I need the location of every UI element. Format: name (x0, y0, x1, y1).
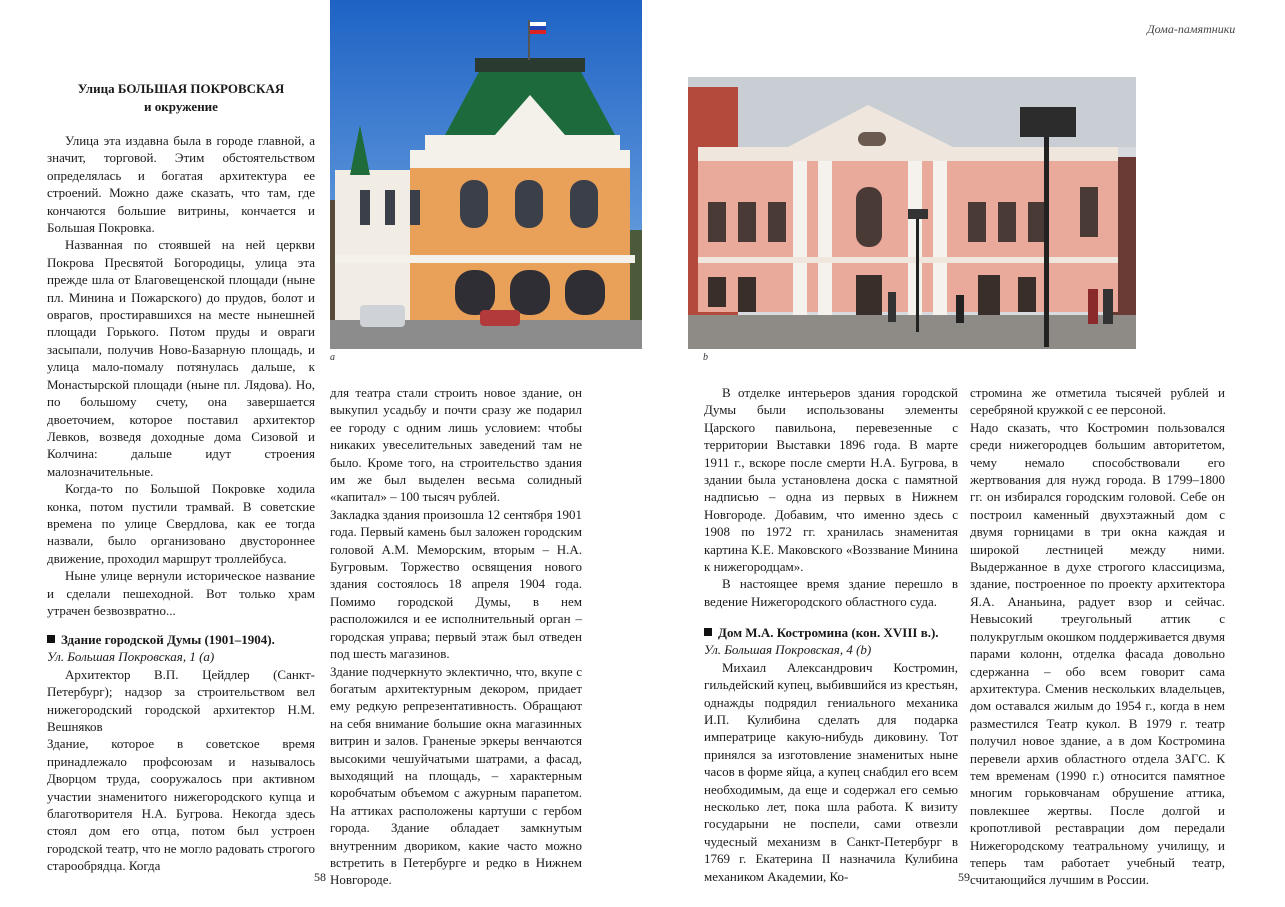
street-title (47, 80, 315, 116)
section-address: Ул. Большая Покровская, 1 (a) (47, 649, 215, 665)
column-4 (970, 384, 1225, 889)
street-title-line-1: Улица БОЛЬШАЯ ПОКРОВСКАЯ (77, 81, 285, 96)
column-1 (47, 80, 315, 875)
page-number-right: 59 (958, 870, 970, 884)
paragraph: для театра стали строить новое здание, он выкупил усадьбу и почти сразу же подарил ее городу с одним лишь условием: чтобы никаких увеселительных заведений там не было. Кроме того, на строительство здания им же был выделен весьма солидный «капитал» – 100 тысяч рублей. (330, 385, 582, 505)
paragraph: стромина же отметила тысячей рублей и серебряной кружкой с ее персоной. (970, 385, 1225, 418)
paragraph: Названная по стоявшей на ней церкви Покрова Пресвятой Богородицы, улица эта прежде шла от Благовещенской площади (ныне пл. Минина и Пожарского) до прудов, болот и оврагов, простиравшихся на месте нынешней площади Горького. Потом пруды и овраги засыпали, получив Ново-Базарную площадь, и улица мало-помалу потянулась дальше, к Монастырской площади (ныне пл. Лядова). Но, по большому счету, она завершается двоеточием, которое поставил архитектор Левков, возведя доходные дома Сизовой и Колчина: дальше идут строения малозначительные. (47, 237, 315, 479)
caption-a: a (330, 352, 335, 363)
photo-city-duma (330, 0, 642, 349)
paragraph: Здание подчеркнуто эклектично, что, вкупе с богатым архитектурным декором, придает ему редкую репрезентативность. Обращают на себя внимание большие окна магазинных витрин и залов. Граненые эркеры венчаются высокими чешуйчатыми шатрами, а фасад, выходящий на площадь, – характерным коробчатым объемом с ажурным парапетом. На аттиках расположены картуши с гербом города. Здание обладает замкнутым внутренним двориком, какие часто можно встретить в Петербурге и редко в Нижнем Новгороде. (330, 663, 582, 888)
paragraph: Закладка здания произошла 12 сентября 1901 года. Первый камень был заложен городским головой А.М. Меморским, вторым – Н.А. Бугровым. Торжество освящения нового здания состоялось 18 апреля 1904 года. Помимо городской Думы, в нем расположился и ее исполнительный орган – городская управа; первый этаж был отведен под шесть магазинов. (330, 506, 582, 662)
column-2 (330, 384, 582, 889)
section-title: Здание городской Думы (1901–1904). (61, 632, 275, 648)
paragraph: Архитектор В.П. Цейдлер (Санкт-Петербург); надзор за строительством вел нижегородский городской архитектор Н.М. Вешняков (47, 666, 315, 734)
paragraph: Ныне улице вернули историческое название и сделали пешеходной. Вот только храм утрачен безвозвратно... (47, 568, 315, 618)
square-bullet-icon (704, 628, 712, 636)
paragraph: Когда-то по Большой Покровке ходила конка, потом пустили трамвай. В советские времена по улице Свердлова, как ее тогда назвали, было организовано двустороннее движение, проходил маршрут троллейбуса. (47, 481, 315, 566)
paragraph: Надо сказать, что Костромин пользовался среди нижегородцев большим авторитетом, чему немало способствовали его жертвования для нужд города. В 1799–1800 гг. он избирался городским головой. Себе он построил каменный двухэтажный дом с двумя горницами в три окна каждая и широкой лестницей между ними. Выдержанное в духе строгого классицизма, здание, построенное по проекту архитектора Я.А. Ананьина, радует взор и сейчас. Невысокий треугольный аттик с полукруглым окошком поддерживается двумя парами колонн, отделка фасада довольно сдержанна – обо всем говорит сама архитектура. Сменив нескольких владельцев, дом оставался жилым до 1954 г., когда в нем разместился Театр кукол. В 1979 г. театр получил новое здание, а в дом Костромина перевели архив областного отдела ЗАГС. К тем временам (1990 г.) относится памятное многим горьковчанам обрушение аттика, повлекшее жертвы. После долгой и кропотливой реставрации дом передали Нижегородскому театральному училищу, и теперь там работает учебный театр, считающийся лучшим в России. (970, 419, 1225, 888)
photo-kostromin-house (688, 77, 1136, 349)
paragraph: Улица эта издавна была в городе главной, а значит, торговой. Этим обстоятельством определялась и богатая архитектура ее строений. Можно даже сказать, что там, где кончаются большие витрины, кончается и Большая Покровка. (47, 133, 315, 236)
paragraph: В настоящее время здание перешло в ведение Нижегородского областного суда. (704, 576, 958, 609)
section-heading (704, 624, 958, 641)
column-3 (704, 384, 958, 885)
paragraph: Здание, которое в советское время принадлежало профсоюзам и называлось Дворцом труда, сооружалось при активном участии знаменитого нижегородского купца и благотворителя Н.А. Бугрова. Некогда здесь стоял дом его отца, потом был устроен городской театр, что не могло радовать строгого старообрядца. Когда (47, 736, 315, 874)
caption-b: b (703, 352, 708, 363)
section-address: Ул. Большая Покровская, 4 (b) (704, 642, 872, 658)
section-heading (47, 631, 315, 648)
paragraph: Михаил Александрович Костромин, гильдейский купец, выбившийся из крестьян, однажды подрядил гениального механика И.П. Кулибина сделать для подарка императрице какую-нибудь диковину. Тот принялся за изготовление знаменитых ныне часов в форме яйца, а купец снабдил его всем необходимым, да еще и содержал его семью несколько лет, пока шла работа. К визиту государыни не поспели, сами отвезли чудесный механизм в Санкт-Петербург в 1769 г. Екатерина II назначила Кулибина механиком Академии, Ко- (704, 659, 958, 884)
section-title: Дом М.А. Костромина (кон. XVIII в.). (718, 625, 939, 641)
square-bullet-icon (47, 635, 55, 643)
street-title-line-2: и окружение (144, 99, 218, 114)
running-head: Дома-памятники (1147, 22, 1236, 36)
page-number-left: 58 (314, 870, 326, 884)
paragraph: В отделке интерьеров здания городской Думы были использованы элементы Царского павильона, перевезенные с территории Выставки 1896 года. В марте 1911 г., вскоре после смерти Н.А. Бугрова, в здании была установлена доска с памятной надписью – одна из первых в Нижнем Новгороде. Добавим, что именно здесь с 1908 по 1972 гг. хранилась знаменитая картина К.Е. Маковского «Воззвание Минина к нижегородцам». (704, 385, 958, 575)
